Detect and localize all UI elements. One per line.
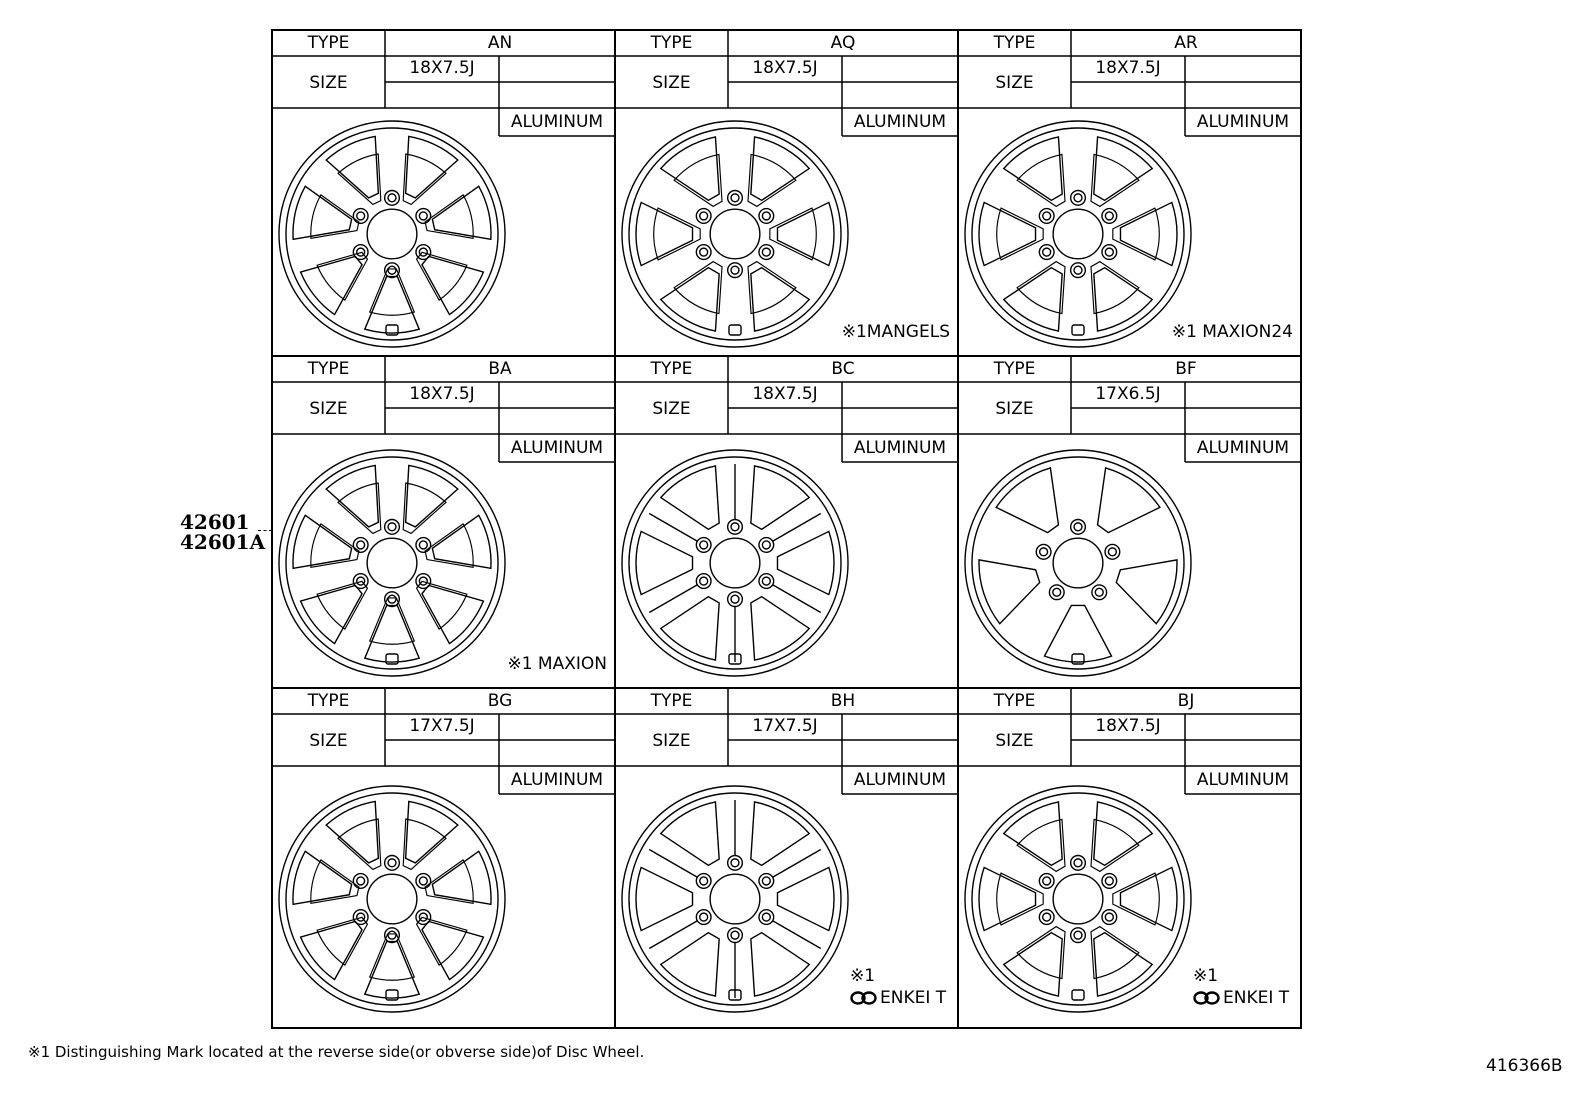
lug-nut <box>385 855 400 870</box>
spoke-window <box>432 186 491 239</box>
spoke-window-inner <box>1091 154 1139 206</box>
lug-nut <box>759 574 774 589</box>
wheel-drawing <box>279 450 505 676</box>
spoke-window <box>636 531 693 594</box>
type-label: TYPE <box>650 691 693 711</box>
wheel-cell-an <box>272 30 615 356</box>
lug-nut <box>1071 519 1086 534</box>
lug-nut <box>696 245 711 260</box>
lug-nut <box>1105 544 1120 559</box>
wheel-cell-ar <box>958 30 1301 356</box>
lug-nut <box>728 928 743 943</box>
spoke-window-inner <box>338 819 381 869</box>
lug-nut <box>416 874 431 889</box>
lug-hole <box>700 877 708 885</box>
wheel-cell-bh <box>615 688 958 1028</box>
material-value: ALUMINUM <box>510 112 604 132</box>
lug-nut <box>353 538 368 553</box>
type-label: TYPE <box>307 33 350 53</box>
size-value: 18X7.5J <box>409 384 475 404</box>
spoke-window-inner <box>1017 262 1065 314</box>
size-value: 18X7.5J <box>1095 716 1161 736</box>
wheel-drawing <box>622 121 848 347</box>
spoke-window <box>293 186 352 239</box>
spoke-window-inner <box>370 934 415 980</box>
spoke-window <box>777 867 834 930</box>
lug-hole <box>731 595 739 603</box>
lug-nut <box>353 245 368 260</box>
lug-hole <box>731 931 739 939</box>
spoke-window-inner <box>748 262 796 314</box>
enkei-logo-icon <box>850 990 878 1006</box>
spoke-window-inner <box>370 598 415 644</box>
lug-hole <box>700 577 708 585</box>
wheel-drawing <box>622 786 848 1012</box>
type-label: TYPE <box>993 33 1036 53</box>
lug-nut <box>1102 209 1117 224</box>
lug-nut <box>1071 263 1086 278</box>
spoke-window <box>1098 468 1160 533</box>
distinguishing-mark-ref: ※1 <box>1193 966 1219 986</box>
spoke-window-inner <box>1091 262 1139 314</box>
size-value: 18X7.5J <box>1095 58 1161 78</box>
lug-nut <box>728 855 743 870</box>
lug-hole <box>700 248 708 256</box>
spoke-window <box>979 560 1040 624</box>
lug-hole <box>1095 588 1103 596</box>
leader-line <box>258 530 272 531</box>
type-label: TYPE <box>307 691 350 711</box>
lug-nut <box>1071 855 1086 870</box>
size-label: SIZE <box>995 731 1034 751</box>
wheel-drawing <box>965 121 1191 347</box>
spoke-window-inner <box>370 269 415 315</box>
lug-nut <box>759 874 774 889</box>
lug-hole <box>1074 859 1082 867</box>
type-label: TYPE <box>993 691 1036 711</box>
lug-hole <box>357 248 365 256</box>
lug-hole <box>1074 266 1082 274</box>
wheel-drawing <box>279 786 505 1012</box>
wheel-drawing <box>965 450 1191 676</box>
lug-hole <box>357 577 365 585</box>
wheel-drawing <box>622 450 848 676</box>
type-label: TYPE <box>650 359 693 379</box>
spoke-window <box>751 933 809 996</box>
spoke-window <box>293 515 352 568</box>
spoke-window <box>432 851 491 904</box>
spoke-window <box>293 851 352 904</box>
lug-hole <box>357 212 365 220</box>
spoke-window <box>979 202 1036 265</box>
type-label: TYPE <box>993 359 1036 379</box>
wheel-drawing <box>965 786 1191 1012</box>
lug-nut <box>1071 190 1086 205</box>
lug-nut <box>1039 910 1054 925</box>
lug-nut <box>696 209 711 224</box>
lug-nut <box>416 245 431 260</box>
lug-hole <box>388 595 396 603</box>
valve-stem <box>1072 325 1084 335</box>
lug-nut <box>1102 245 1117 260</box>
spoke-window-inner <box>403 483 446 533</box>
lug-nut <box>1049 585 1064 600</box>
size-value: 18X7.5J <box>409 58 475 78</box>
spoke-window <box>751 802 809 865</box>
spoke-window <box>996 468 1058 533</box>
lug-nut <box>416 574 431 589</box>
spoke-window <box>661 802 719 865</box>
part-number-label <box>180 512 265 552</box>
lug-hole <box>762 248 770 256</box>
size-value: 17X7.5J <box>752 716 818 736</box>
size-value: 18X7.5J <box>752 58 818 78</box>
type-value: BA <box>488 359 512 379</box>
lug-hole <box>1043 248 1051 256</box>
lug-hole <box>419 212 427 220</box>
size-label: SIZE <box>652 399 691 419</box>
lug-nut <box>696 874 711 889</box>
spoke-window <box>432 515 491 568</box>
lug-nut <box>1102 874 1117 889</box>
lug-hole <box>357 541 365 549</box>
type-value: AQ <box>830 33 856 53</box>
lug-nut <box>1039 874 1054 889</box>
spoke-window <box>1120 202 1177 265</box>
manufacturer-mark <box>1193 990 1289 1007</box>
lug-hole <box>388 859 396 867</box>
lug-nut <box>728 263 743 278</box>
lug-nut <box>385 519 400 534</box>
lug-hole <box>1105 248 1113 256</box>
lug-nut <box>416 538 431 553</box>
lug-nut <box>353 910 368 925</box>
lug-hole <box>762 913 770 921</box>
spoke-window-inner <box>1017 154 1065 206</box>
manufacturer-mark <box>850 990 946 1007</box>
lug-hole <box>419 913 427 921</box>
spoke-window <box>636 867 693 930</box>
spoke-window-inner <box>338 483 381 533</box>
lug-nut <box>1039 209 1054 224</box>
spoke-window <box>751 466 809 529</box>
material-value: ALUMINUM <box>1196 438 1290 458</box>
lug-nut <box>353 874 368 889</box>
lug-nut <box>1036 544 1051 559</box>
spoke-window <box>1116 560 1177 624</box>
type-label: TYPE <box>307 359 350 379</box>
material-value: ALUMINUM <box>510 770 604 790</box>
type-value: BG <box>487 691 513 711</box>
lug-nut <box>353 574 368 589</box>
spoke-window-inner <box>1091 819 1139 871</box>
lug-nut <box>385 190 400 205</box>
spoke-window-inner <box>1091 927 1139 979</box>
size-value: 17X6.5J <box>1095 384 1161 404</box>
lug-nut <box>759 209 774 224</box>
size-label: SIZE <box>652 731 691 751</box>
lug-nut <box>759 538 774 553</box>
lug-nut <box>1102 910 1117 925</box>
lug-nut <box>416 209 431 224</box>
lug-hole <box>762 212 770 220</box>
spoke-window <box>661 466 719 529</box>
lug-nut <box>759 910 774 925</box>
wheel-cell-bc <box>615 356 958 688</box>
valve-stem <box>1072 990 1084 1000</box>
material-value: ALUMINUM <box>853 770 947 790</box>
spoke-window-inner <box>1017 927 1065 979</box>
spoke-window <box>979 867 1036 930</box>
material-value: ALUMINUM <box>1196 112 1290 132</box>
wheel-cell-aq <box>615 30 958 356</box>
enkei-logo-icon <box>1193 990 1221 1006</box>
lug-hole <box>1074 194 1082 202</box>
lug-nut <box>1071 928 1086 943</box>
spoke-window <box>661 933 719 996</box>
spoke-window <box>777 202 834 265</box>
spoke-window-inner <box>674 154 722 206</box>
spoke-window-inner <box>1017 819 1065 871</box>
distinguishing-mark-note: ※1 MAXION <box>507 654 607 674</box>
wheel-cell-bf <box>958 356 1301 688</box>
spoke-window <box>777 531 834 594</box>
material-value: ALUMINUM <box>853 112 947 132</box>
lug-nut <box>1092 585 1107 600</box>
lug-nut <box>759 245 774 260</box>
lug-nut <box>416 910 431 925</box>
wheel-cell-bg <box>272 688 615 1028</box>
lug-hole <box>419 877 427 885</box>
lug-hole <box>1105 212 1113 220</box>
lug-hole <box>700 212 708 220</box>
footnote: ※1 Distinguishing Mark located at the reverse side(or obverse side)of Disc Wheel. <box>28 1043 645 1061</box>
lug-nut <box>1039 245 1054 260</box>
size-label: SIZE <box>309 73 348 93</box>
part-number-2: 42601A <box>180 530 266 554</box>
spoke-window-inner <box>674 262 722 314</box>
type-value: BC <box>831 359 855 379</box>
lug-nut <box>696 574 711 589</box>
spoke-window <box>661 597 719 660</box>
lug-hole <box>388 931 396 939</box>
lug-hole <box>1105 877 1113 885</box>
size-label: SIZE <box>652 73 691 93</box>
lug-hole <box>1053 588 1061 596</box>
lug-nut <box>728 592 743 607</box>
lug-hole <box>1043 212 1051 220</box>
type-value: AN <box>487 33 513 53</box>
lug-hole <box>1074 523 1082 531</box>
lug-hole <box>731 266 739 274</box>
size-value: 18X7.5J <box>752 384 818 404</box>
type-label: TYPE <box>650 33 693 53</box>
size-label: SIZE <box>309 399 348 419</box>
lug-hole <box>1108 548 1116 556</box>
lug-hole <box>731 859 739 867</box>
lug-hole <box>419 541 427 549</box>
wheel-cell-ba <box>272 356 615 688</box>
lug-hole <box>731 194 739 202</box>
type-value: BF <box>1175 359 1197 379</box>
manufacturer-name: ENKEI T <box>880 988 947 1008</box>
lug-hole <box>357 913 365 921</box>
lug-hole <box>419 577 427 585</box>
lug-hole <box>762 577 770 585</box>
lug-hole <box>762 877 770 885</box>
lug-nut <box>353 209 368 224</box>
material-value: ALUMINUM <box>1196 770 1290 790</box>
lug-nut <box>728 190 743 205</box>
wheel-cell-bj <box>958 688 1301 1028</box>
size-value: 17X7.5J <box>409 716 475 736</box>
lug-hole <box>1043 877 1051 885</box>
material-value: ALUMINUM <box>510 438 604 458</box>
distinguishing-mark-ref: ※1 <box>850 966 876 986</box>
lug-hole <box>357 877 365 885</box>
spoke-window <box>636 202 693 265</box>
type-value: BJ <box>1177 691 1195 711</box>
lug-hole <box>1040 548 1048 556</box>
spoke-window-inner <box>403 819 446 869</box>
size-label: SIZE <box>995 73 1034 93</box>
lug-hole <box>700 541 708 549</box>
lug-hole <box>1043 913 1051 921</box>
distinguishing-mark-note: ※1MANGELS <box>841 322 950 342</box>
size-label: SIZE <box>995 399 1034 419</box>
lug-hole <box>419 248 427 256</box>
lug-hole <box>1105 913 1113 921</box>
lug-nut <box>696 538 711 553</box>
lug-hole <box>731 523 739 531</box>
size-label: SIZE <box>309 731 348 751</box>
lug-hole <box>762 541 770 549</box>
spoke-window-inner <box>403 154 446 204</box>
spoke-window <box>751 597 809 660</box>
lug-hole <box>388 523 396 531</box>
part-number-1: 42601 <box>180 510 250 534</box>
manufacturer-name: ENKEI T <box>1223 988 1290 1008</box>
spoke-window-inner <box>748 154 796 206</box>
lug-nut <box>696 910 711 925</box>
valve-stem <box>729 325 741 335</box>
material-value: ALUMINUM <box>853 438 947 458</box>
lug-hole <box>388 194 396 202</box>
wheel-drawing <box>279 121 505 347</box>
spoke-window-inner <box>338 154 381 204</box>
spoke-window <box>1120 867 1177 930</box>
lug-nut <box>728 519 743 534</box>
lug-hole <box>1074 931 1082 939</box>
lug-hole <box>700 913 708 921</box>
type-value: BH <box>830 691 856 711</box>
drawing-id: 416366B <box>1486 1056 1563 1076</box>
type-value: AR <box>1174 33 1198 53</box>
lug-hole <box>388 266 396 274</box>
distinguishing-mark-note: ※1 MAXION24 <box>1171 322 1293 342</box>
